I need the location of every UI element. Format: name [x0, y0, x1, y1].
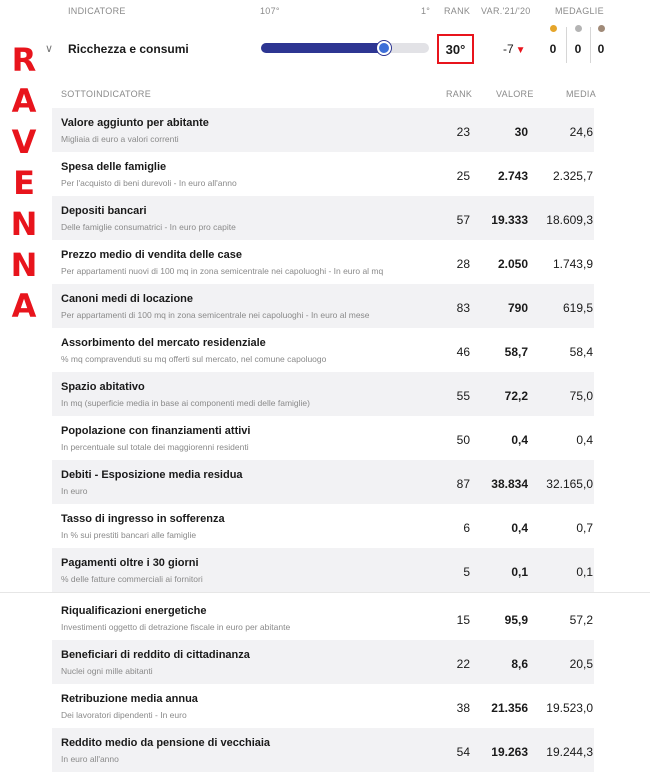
subindicator-average: 18.609,3	[546, 213, 593, 227]
medals-group	[541, 25, 611, 65]
subindicator-rank: 6	[463, 521, 470, 535]
subindicator-description: Per l'acquisto di beni durevoli - In euro all'anno	[61, 178, 237, 188]
subindicator-name: Depositi bancari	[61, 205, 147, 217]
medal-divider	[566, 27, 567, 63]
subindicator-value: 19.333	[491, 213, 528, 227]
city-letter: R	[11, 41, 37, 79]
down-arrow-icon: ▼	[515, 45, 526, 56]
subindicator-value: 30	[514, 125, 528, 139]
subindicator-rank: 83	[456, 301, 470, 315]
subindicator-name: Reddito medio da pensione di vecchiaia	[61, 737, 271, 749]
table-row	[52, 684, 594, 728]
ranking-progress-knob	[377, 41, 391, 55]
subindicator-name: Debiti - Esposizione media residua	[61, 469, 243, 481]
header-var: VAR.'21/'20	[481, 6, 531, 16]
subindicator-description: In euro all'anno	[61, 754, 119, 764]
city-letter: E	[13, 164, 35, 202]
city-letter: A	[11, 287, 37, 325]
main-rank-value: 30°	[445, 41, 466, 57]
header-indicatore: INDICATORE	[68, 6, 126, 16]
subindicator-description: Delle famiglie consumatrici - In euro pro capite	[61, 222, 236, 232]
silver-medal-count: 0	[574, 42, 582, 56]
subindicator-rank: 57	[456, 213, 470, 227]
subindicator-description: Dei lavoratori dipendenti - In euro	[61, 710, 187, 720]
table-row	[52, 372, 594, 416]
subindicator-name: Spazio abitativo	[61, 381, 145, 393]
subindicator-description: % mq compravenduti su mq offerti sul mercato, nel comune capoluogo	[61, 354, 327, 364]
subindicator-rank: 50	[456, 433, 470, 447]
table-row	[52, 240, 594, 284]
subindicator-average: 75,0	[569, 389, 593, 403]
subindicator-average: 20,5	[569, 657, 593, 671]
subindicator-name: Riqualificazioni energetiche	[61, 605, 207, 617]
city-name-vertical	[6, 40, 42, 327]
chevron-down-icon[interactable]: ∨	[45, 43, 54, 55]
subindicator-average: 32.165,0	[546, 477, 593, 491]
subindicator-value: 95,9	[504, 613, 528, 627]
subindicator-value: 21.356	[491, 701, 528, 715]
subindicator-rank: 5	[463, 565, 470, 579]
table-row	[52, 152, 594, 196]
subindicator-rank: 28	[456, 257, 470, 271]
header-rank: RANK	[444, 6, 471, 16]
table-row	[52, 460, 594, 504]
ranking-progress-fill	[261, 43, 384, 53]
subindicator-description: Investimenti oggetto di detrazione fiscale in euro per abitante	[61, 622, 291, 632]
subindicator-rank: 25	[456, 169, 470, 183]
table-row	[52, 504, 594, 548]
indicator-header	[0, 6, 650, 20]
table-row	[52, 640, 594, 684]
subindicator-average: 1.743,9	[552, 257, 593, 271]
subindicator-description: In % sui prestiti bancari alle famiglie	[61, 530, 197, 540]
header-medaglie: MEDAGLIE	[555, 6, 604, 16]
city-letter: N	[10, 246, 38, 284]
city-letter: N	[10, 205, 38, 243]
main-indicator-title: Ricchezza e consumi	[68, 42, 189, 56]
subindicator-rank: 22	[456, 657, 470, 671]
header-sub-rank: RANK	[446, 89, 473, 99]
gold-medal-icon	[550, 25, 557, 32]
subindicator-average: 0,1	[576, 565, 593, 579]
city-letter: V	[11, 123, 37, 161]
subindicator-value: 38.834	[491, 477, 528, 491]
subindicator-rank: 46	[456, 345, 470, 359]
subindicator-average: 0,7	[576, 521, 593, 535]
subindicator-average: 58,4	[569, 345, 593, 359]
variation-value	[503, 42, 526, 56]
city-letter: A	[11, 82, 37, 120]
silver-medal	[568, 25, 588, 56]
subindicator-name: Valore aggiunto per abitante	[61, 117, 209, 129]
subindicator-description: Nuclei ogni mille abitanti	[61, 666, 153, 676]
bronze-medal-count: 0	[597, 42, 605, 56]
subindicator-name: Pagamenti oltre i 30 giorni	[61, 557, 199, 569]
subindicator-value: 19.263	[491, 745, 528, 759]
subindicator-description: Migliaia di euro a valori correnti	[61, 134, 179, 144]
bronze-medal	[591, 25, 611, 56]
gold-medal	[543, 25, 563, 56]
subindicator-average: 619,5	[562, 301, 593, 315]
subindicator-value: 0,1	[511, 565, 528, 579]
subindicator-rank: 15	[456, 613, 470, 627]
header-valore: VALORE	[496, 89, 534, 99]
subindicator-rank: 38	[456, 701, 470, 715]
subindicator-description: Per appartamenti nuovi di 100 mq in zona semicentrale nei capoluoghi - In euro al mq	[61, 266, 384, 276]
subindicator-average: 0,4	[576, 433, 593, 447]
subindicator-description: In euro	[61, 486, 88, 496]
subindicator-value: 2.050	[497, 257, 528, 271]
subindicator-value: 8,6	[511, 657, 528, 671]
subindicator-description: In percentuale sul totale dei maggiorenni residenti	[61, 442, 249, 452]
table-row	[52, 416, 594, 460]
subindicator-name: Tasso di ingresso in sofferenza	[61, 513, 225, 525]
header-scale-right: 1°	[421, 6, 431, 16]
table-row	[52, 548, 594, 592]
table-row	[52, 196, 594, 240]
subindicator-table	[52, 108, 594, 772]
subindicator-average: 19.244,3	[546, 745, 593, 759]
subindicator-name: Popolazione con finanziamenti attivi	[61, 425, 251, 437]
subindicator-average: 19.523,0	[546, 701, 593, 715]
table-row	[52, 728, 594, 772]
subindicator-description: % delle fatture commerciali ai fornitori	[61, 574, 203, 584]
silver-medal-icon	[575, 25, 582, 32]
subindicator-description: Per appartamenti di 100 mq in zona semicentrale nei capoluoghi - In euro al mese	[61, 310, 370, 320]
header-scale-left: 107°	[260, 6, 280, 16]
subindicator-value: 0,4	[511, 433, 528, 447]
subindicator-average: 24,6	[569, 125, 593, 139]
subindicator-value: 0,4	[511, 521, 528, 535]
header-sottoindicatore: SOTTOINDICATORE	[61, 89, 152, 99]
subindicator-name: Retribuzione media annua	[61, 693, 198, 705]
subindicator-name: Beneficiari di reddito di cittadinanza	[61, 649, 250, 661]
subindicator-rank: 55	[456, 389, 470, 403]
subindicator-rank: 23	[456, 125, 470, 139]
subindicator-name: Prezzo medio di vendita delle case	[61, 249, 242, 261]
subindicator-name: Spesa delle famiglie	[61, 161, 167, 173]
subindicator-name: Canoni medi di locazione	[61, 293, 194, 305]
variation-number: -7	[503, 42, 514, 56]
subindicator-average: 57,2	[569, 613, 593, 627]
subindicator-name: Assorbimento del mercato residenziale	[61, 337, 266, 349]
table-row	[52, 328, 594, 372]
ranking-progress-bar	[261, 43, 429, 53]
table-row	[52, 108, 594, 152]
subindicator-value: 72,2	[504, 389, 528, 403]
subindicator-value: 790	[507, 301, 528, 315]
subindicator-rank: 87	[456, 477, 470, 491]
table-row	[52, 596, 594, 640]
bronze-medal-icon	[598, 25, 605, 32]
subindicator-description: In mq (superficie media in base ai componenti medi delle famiglie)	[61, 398, 310, 408]
gold-medal-count: 0	[549, 42, 557, 56]
subindicator-value: 2.743	[497, 169, 528, 183]
subindicator-header	[0, 89, 650, 101]
subindicator-average: 2.325,7	[552, 169, 593, 183]
table-row	[52, 284, 594, 328]
main-indicator-row[interactable]	[0, 28, 650, 72]
subindicator-value: 58,7	[504, 345, 528, 359]
main-rank-highlight	[437, 34, 474, 64]
header-media: MEDIA	[566, 89, 597, 99]
subindicator-rank: 54	[456, 745, 470, 759]
